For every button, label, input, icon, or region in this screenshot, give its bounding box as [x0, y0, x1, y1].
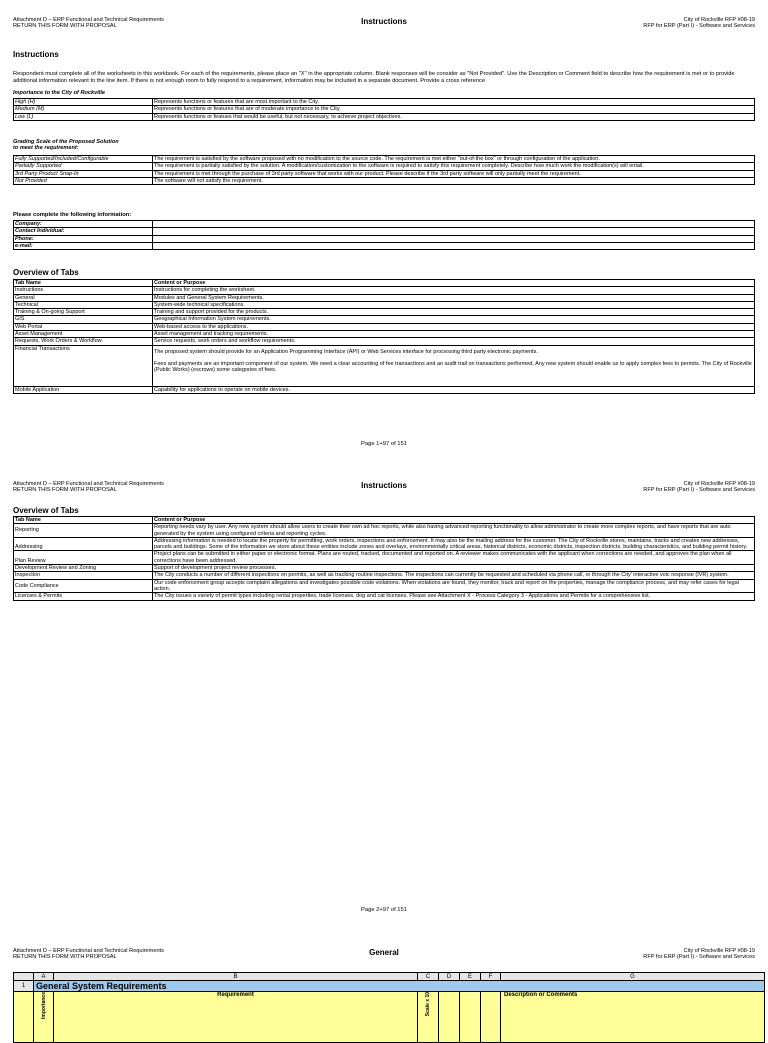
column-header-c[interactable]: C [418, 973, 439, 981]
importance-label: Importance [40, 992, 47, 1019]
grading-key: Not Provided [14, 177, 153, 184]
header-title: Instructions [361, 17, 407, 26]
tab-content: Addressing information is needed to locate the property for permitting, work orders, inspections and enforcement. It may also be the mailing address for the customer. The City of Rockville stores, maintains, tracks and creates new addresses, parcels and buildings. Some of the information we store about these entities include zones and overlays, environmentally critical areas, historical districts, economic districts, inspection districts, building characteristics, and building permit history. [153, 537, 755, 551]
tab-name: General [14, 294, 153, 301]
tab-content: System-wide technical specifications. [153, 301, 755, 308]
email-label: e-mail: [14, 242, 153, 249]
header-attachment: Attachment D – ERP Functional and Technical Requirements [13, 481, 164, 487]
tab-name: Financial Transactions [14, 345, 153, 386]
grading-key: 3rd Party Product Snap-In [14, 170, 153, 177]
tab-content: The City conducts a number of different inspections on permits, as well as tracking routine inspections. The inspections can currently be requested and scheduled via phone call, or through the City' interactive voic response (IVR) system. [153, 572, 755, 579]
row-number-blank [14, 992, 34, 1043]
page-number: Page 2+97 of 151 [361, 907, 407, 913]
grading-desc: The requirement is partially satisfied by the solution. A modification/customization to the software is required to satisfy this requirement completely. Describe how much work the modification(s) will entail. [153, 163, 755, 170]
section-title: General System Requirements [34, 981, 765, 992]
column-header-f[interactable]: F [481, 973, 501, 981]
tab-name-header: Tab Name [14, 517, 153, 524]
header-title: Instructions [361, 481, 407, 490]
content-header: Content or Purpose [153, 280, 755, 287]
grading-title-line2: to meet the requirement: [13, 145, 79, 152]
phone-label: Phone: [14, 235, 153, 242]
column-header-g[interactable]: G [501, 973, 765, 981]
financial-paragraph-2: Fees and payments are an important component of our system. We need a clear accounting of fee transactions and an audit trail on transactions performed. Any new system should enable us to apply complex fees to permits. The City of Rockville (Public Works) (escrows) some categories of fees. [154, 360, 752, 374]
header-attachment: Attachment D – ERP Functional and Technical Requirements [13, 948, 164, 954]
corner-cell [14, 973, 34, 981]
grading-desc: The requirement is met through the purchase of 3rd party software that works with our product. Please describe if the 3rd party software will only partially meet the requirement. [153, 170, 755, 177]
instructions-intro: Respondent must complete all of the worksheets in this workbook. For each of the requirements, please place an "X" in the appropriate column. Blank responses will be consider as "Not Provided". Use the Description or Comment field to describe how the requirement is met or to provide additional information relevant to the line item. If there is not enough room to fully respond to a requirement, information may be included in a separate document. Provide a cross reference [13, 71, 735, 84]
tab-content: Asset management and tracking requirements. [153, 331, 755, 338]
row-number: 1 [14, 981, 34, 992]
overview-title: Overview of Tabs [13, 506, 79, 515]
header-rfp-part: RFP for ERP (Part I) - Software and Services [643, 23, 755, 30]
header-return: RETURN THIS FORM WITH PROPOSAL [13, 954, 117, 961]
header-return: RETURN THIS FORM WITH PROPOSAL [13, 23, 117, 30]
tab-name-header: Tab Name [14, 280, 153, 287]
importance-key: High (H) [14, 99, 153, 106]
importance-key: Low (L) [14, 113, 153, 120]
importance-column-header [34, 992, 54, 1043]
tab-content: Capability for applications to operate on mobile devices. [153, 386, 755, 393]
requirement-column-header: Requirement [54, 992, 418, 1043]
tab-name: Development Review and Zoning [14, 565, 153, 572]
header-rfp: City of Rockville RFP #08-19 [683, 17, 755, 23]
tab-content: Instructions for completing the worksheet. [153, 287, 755, 294]
grading-key: Fully Supported/Included/Configurable [14, 156, 153, 163]
tab-name: Asset Management [14, 331, 153, 338]
importance-desc: Represents functions or featues that would be useful, but not necessary, to achieve project objectives. [153, 113, 755, 120]
tab-name: Licenses & Permits [14, 593, 153, 600]
grade-column-d [439, 992, 460, 1043]
tab-name: Training & On-going Support [14, 309, 153, 316]
tab-content: Geographical Information System requirements. [153, 316, 755, 323]
company-label: Company: [14, 221, 153, 228]
grading-desc: The software will not satisfy the requirement. [153, 177, 755, 184]
column-header-a[interactable]: A [34, 973, 54, 981]
importance-desc: Represents functions or features that are most important to the City. [153, 99, 755, 106]
tab-name: Instructions [14, 287, 153, 294]
header-title: General [369, 948, 399, 957]
header-rfp-part: RFP for ERP (Part I) - Software and Services [643, 954, 755, 961]
header-return: RETURN THIS FORM WITH PROPOSAL [13, 487, 117, 494]
tab-content: Modules and General System Requirements. [153, 294, 755, 301]
content-header: Content or Purpose [153, 517, 755, 524]
tab-name: Requests, Work Orders & Workflow [14, 338, 153, 345]
scale-label: Scale x 10 [425, 992, 431, 1017]
tab-name: Mobile Application [14, 386, 153, 393]
header-rfp: City of Rockville RFP #08-19 [683, 481, 755, 487]
column-header-e[interactable]: E [460, 973, 481, 981]
overview-title: Overview of Tabs [13, 268, 79, 277]
general-requirements-sheet [13, 972, 765, 1043]
tab-name: GIS [14, 316, 153, 323]
column-header-b[interactable]: B [54, 973, 418, 981]
tab-content: Our code enforcement group accepts complaint allegations and investigates possible code violations. When violations are found, they monitor, track and report on the properties, manage the compliance process, and may refer cases for legal action. [153, 579, 755, 593]
scale-column-header [418, 992, 439, 1043]
importance-key: Medium (M) [14, 106, 153, 113]
tab-content: Service requests, work orders and workflow requirements. [153, 338, 755, 345]
header-attachment: Attachment D – ERP Functional and Technical Requirements [13, 17, 164, 23]
grade-column-f [481, 992, 501, 1043]
contact-label: Contact Individual: [14, 228, 153, 235]
financial-paragraph-1: The proposed system should provide for an Application Programming Interface (API) or Web Services interface for processing third party electronic payments. [154, 348, 538, 355]
tab-content: Reporting needs vary by user. Any new system should allow users to create their own ad hoc reports, while also having advanced reporting functionality to allow administrator to create more complex reports, and have reports that are auto generated by the system using configured criteria and reporting cycles. [153, 524, 755, 538]
tab-name: Plan Review [14, 551, 153, 565]
importance-title: Importance to the City of Rockville [13, 90, 106, 96]
tab-name: Reporting [14, 524, 153, 538]
tab-name: Inspection [14, 572, 153, 579]
description-column-header: Description or Comments [501, 992, 765, 1043]
info-title: Please complete the following information: [13, 212, 132, 218]
grading-title-line1: Grading Scale of the Proposed Solution [13, 139, 119, 145]
tab-name: Technical [14, 301, 153, 308]
grading-desc: The requirement is satisfied by the software proposed with no modification to the source code. The requirement is met either "out-of-the box" or through configuration of the application. [153, 156, 755, 163]
tab-content: Web-based access to the applications. [153, 323, 755, 330]
column-header-d[interactable]: D [439, 973, 460, 981]
importance-desc: Represents functions or features that are of moderate importance to the City. [153, 106, 755, 113]
tab-content: The City issues a variety of permit types including rental properties, trade licenses, dog and cat licenses. Please see Attachment X - Process Category 3 - Applications and Permits for a comprehensive list. [153, 593, 755, 600]
tab-name: Web Portal [14, 323, 153, 330]
tab-content: Training and support provided for the products. [153, 309, 755, 316]
header-rfp-part: RFP for ERP (Part I) - Software and Services [643, 487, 755, 494]
grade-column-e [460, 992, 481, 1043]
tab-name: Code Compliance [14, 579, 153, 593]
instructions-heading: Instructions [13, 50, 59, 59]
header-rfp: City of Rockville RFP #08-19 [683, 948, 755, 954]
grading-key: Partially Supported [14, 163, 153, 170]
tab-name: Addressing [14, 537, 153, 551]
tab-content: Project plans can be submitted in either paper or electronic format. Plans are routed, tracked, documented and reported on. A reviewer makes communicates with the applicant when corrections are needed, and approves the plan when all corrections have been addressed. [153, 551, 755, 565]
tab-content: Support of development project review processes. [153, 565, 755, 572]
page-number: Page 1+97 of 151 [361, 441, 407, 447]
